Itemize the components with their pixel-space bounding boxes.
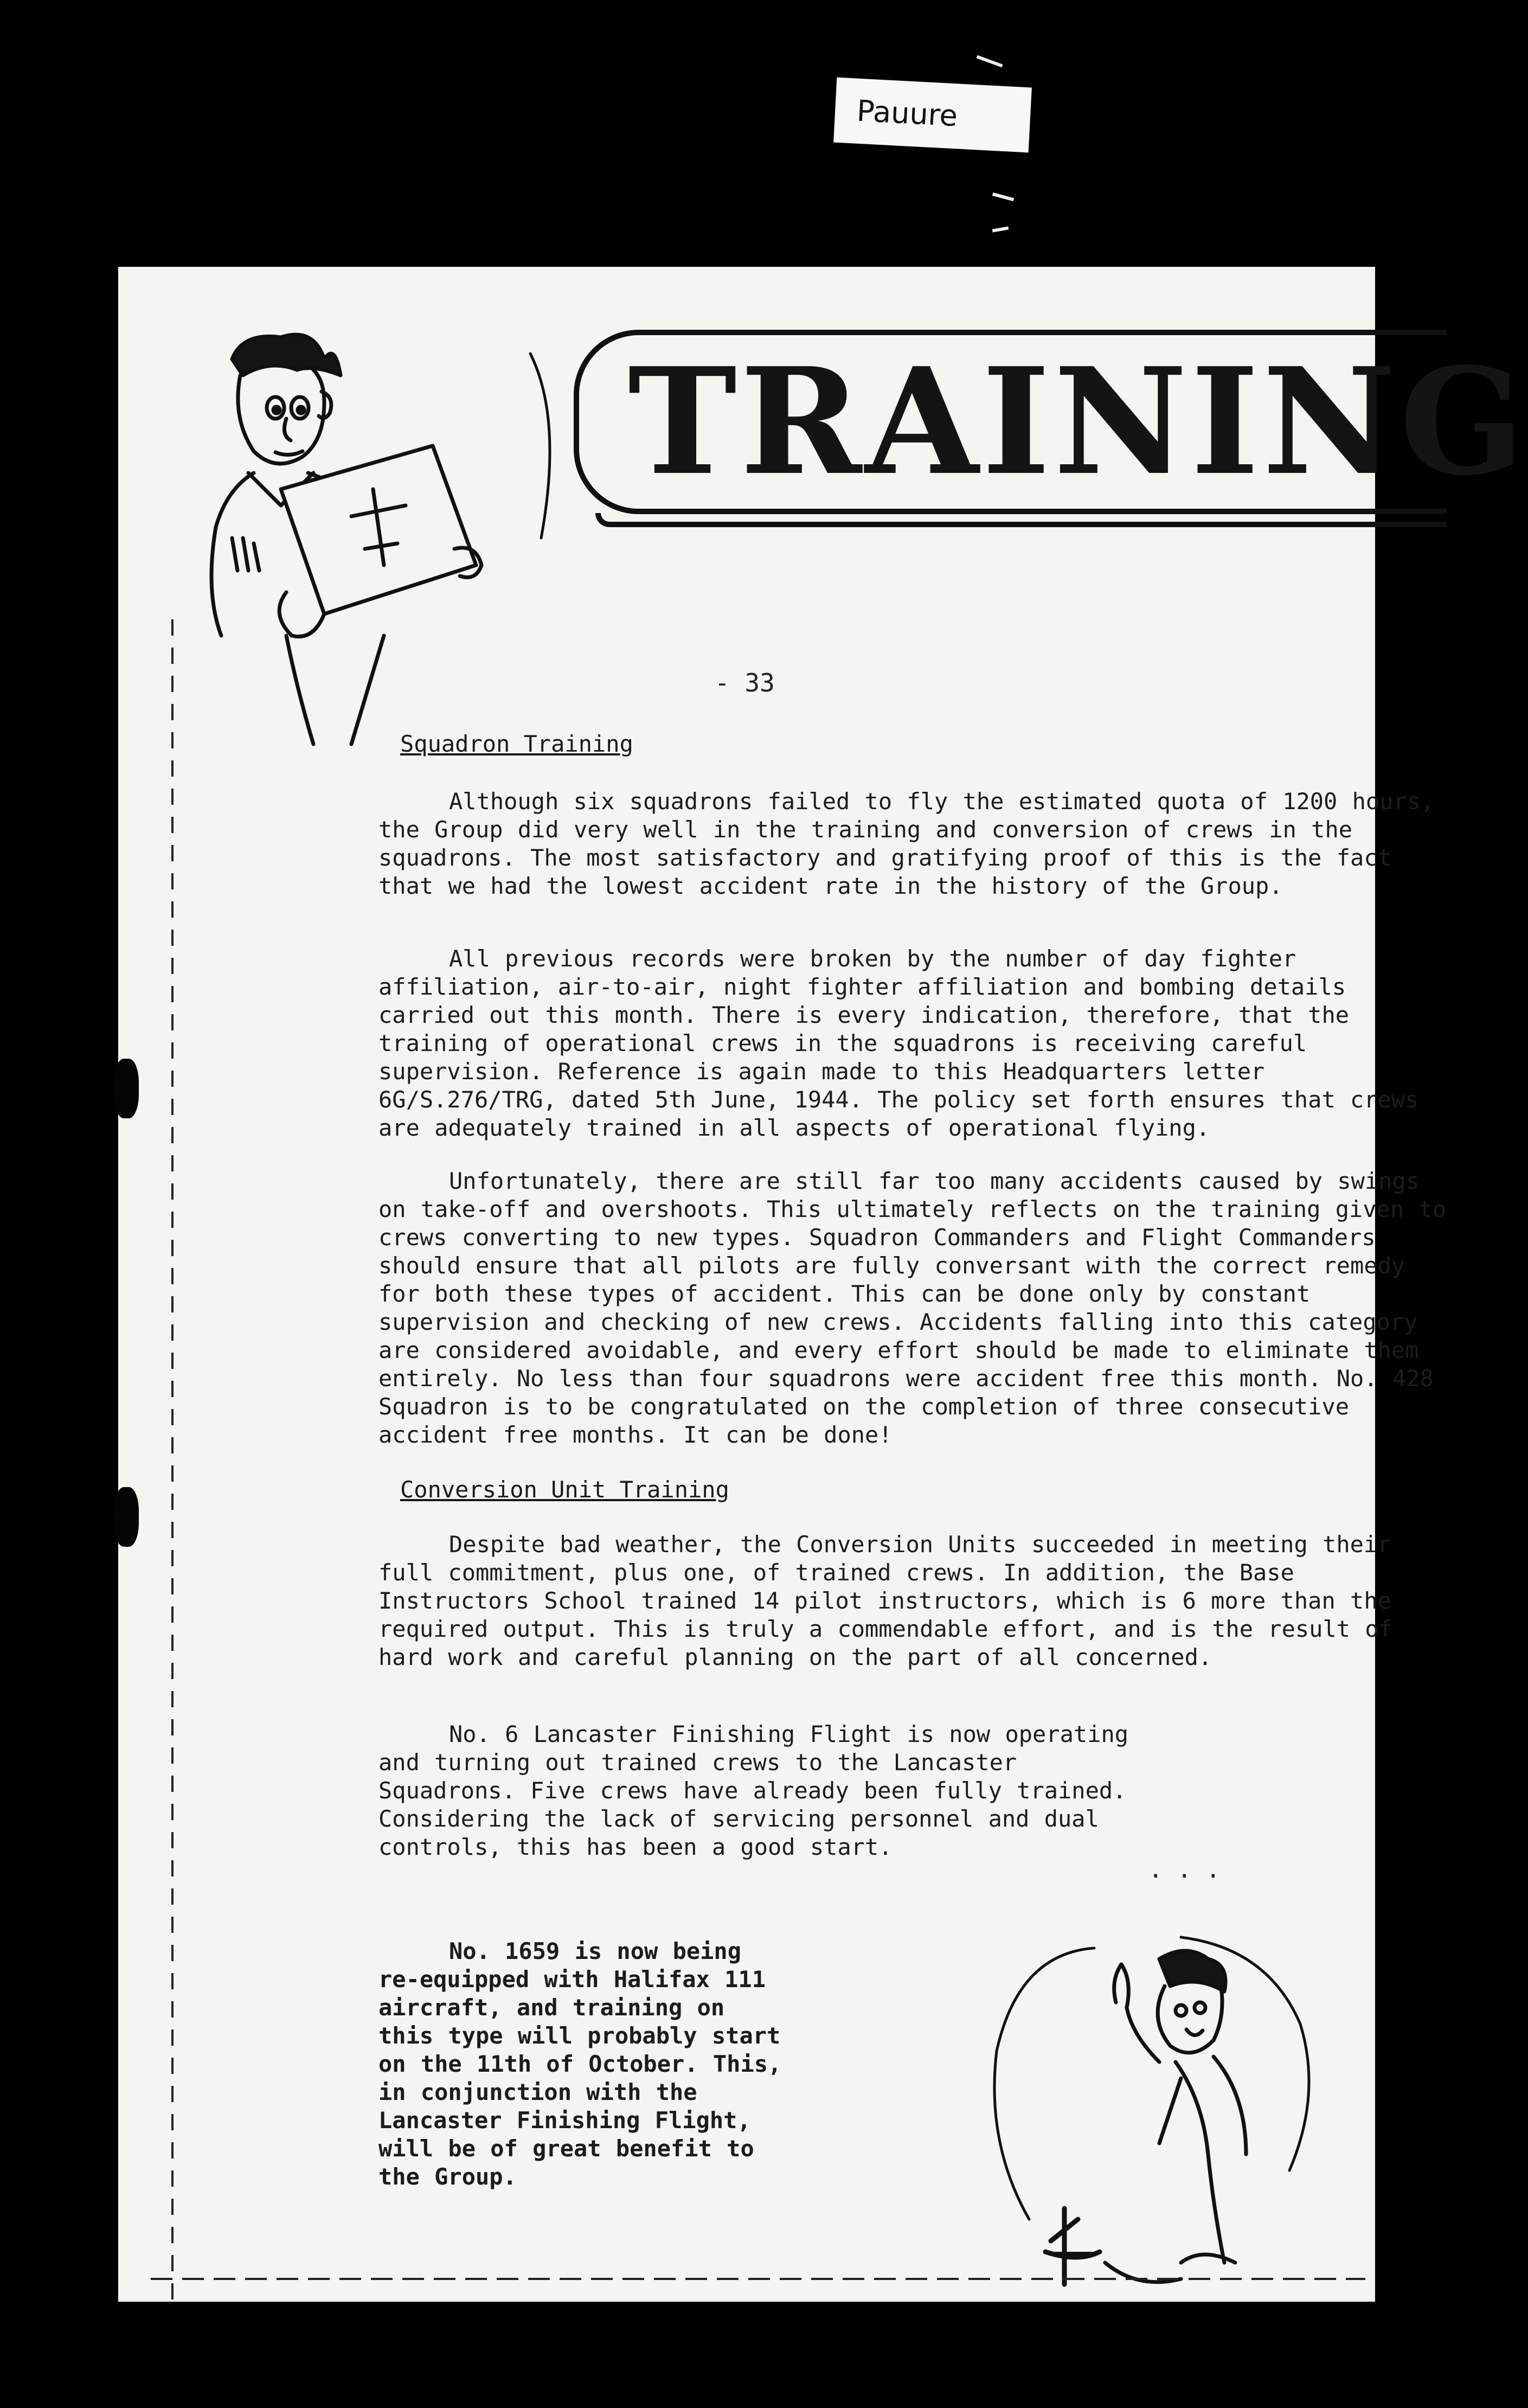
film-scratch bbox=[992, 193, 1014, 201]
section-heading: Squadron Training bbox=[400, 731, 633, 757]
punch-hole bbox=[114, 1059, 139, 1118]
paragraph: Unfortunately, there are still far too many accidents caused by swings on take-off and overshoots. This ultimately reflects on the training given to crews converting to new types. Squadron Commanders and Flight Commanders should ensure that all pilots are fully conversant with the correct remedy for both these types of accident. This can be done only by constant supervision and checking of new crews. Accidents falling into this category are considered avoidable, and every effort should be made to eliminate them entirely. No less than four squadrons were accident free this month. No. 428 Squadron is to be congratulated on the completion of three consecutive accident free months. It can be done! bbox=[378, 1168, 1447, 1448]
paragraph: No. 1659 is now being re-equipped with Halifax 111 aircraft, and training on this type will probably start on the 11th of October. This, in conjunction with the Lancaster Finishing Flight, will be of great benefit to the Group. bbox=[378, 1938, 782, 2190]
paragraph: All previous records were broken by the number of day fighter affiliation, air-to-air, night fighter affiliation and bombing details carried out this month. There is every indication, therefore, that the training of operational crews in the squadrons is receiving careful supervision. Reference is again made to this Headquarters letter 6G/S.276/TRG, dated 5th June, 1944. The policy set forth ensures that crews are adequately trained in all aspects of operational flying. bbox=[378, 945, 1419, 1141]
cartoon-man-with-aircraft-drawing bbox=[151, 310, 574, 755]
cartoon-man-pointing bbox=[953, 1916, 1365, 2295]
punch-hole bbox=[114, 1487, 139, 1547]
film-scratch bbox=[976, 55, 1003, 68]
paragraph: Although six squadrons failed to fly the estimated quota of 1200 hours, the Group did very well in the training and conversion of crews in the squadrons. The most satisfactory and gratifying proof of this is the fact that we had the lowest accident rate in the history of the Group. bbox=[378, 788, 1435, 899]
paragraph: Despite bad weather, the Conversion Units succeeded in meeting their full commitment, plus one, of trained crews. In addition, the Base Instructors School trained 14 pilot instructors, which is 6 more than the required output. This is truly a commendable effort, and is the result of hard work and careful planning on the part of all concerned. bbox=[378, 1531, 1392, 1670]
section-heading: Conversion Unit Training bbox=[400, 1476, 729, 1503]
film-scratch bbox=[992, 226, 1009, 232]
page-number: - 33 bbox=[715, 668, 775, 697]
document-page bbox=[118, 267, 1528, 2302]
bottom-dash-line bbox=[151, 2273, 1365, 2284]
page-title: TRAINING bbox=[628, 335, 1528, 508]
trailing-marks: . . . bbox=[1148, 1856, 1221, 1884]
paragraph: No. 6 Lancaster Finishing Flight is now operating and turning out trained crews to the Lancaster Squadrons. Five crews have already been fully trained. Considering the lack of servicing personnel and dual controls, this has been a good start. bbox=[378, 1721, 1129, 1860]
margin-dash-line bbox=[167, 619, 178, 2301]
handwritten-label-tag: Pauure bbox=[833, 78, 1032, 153]
